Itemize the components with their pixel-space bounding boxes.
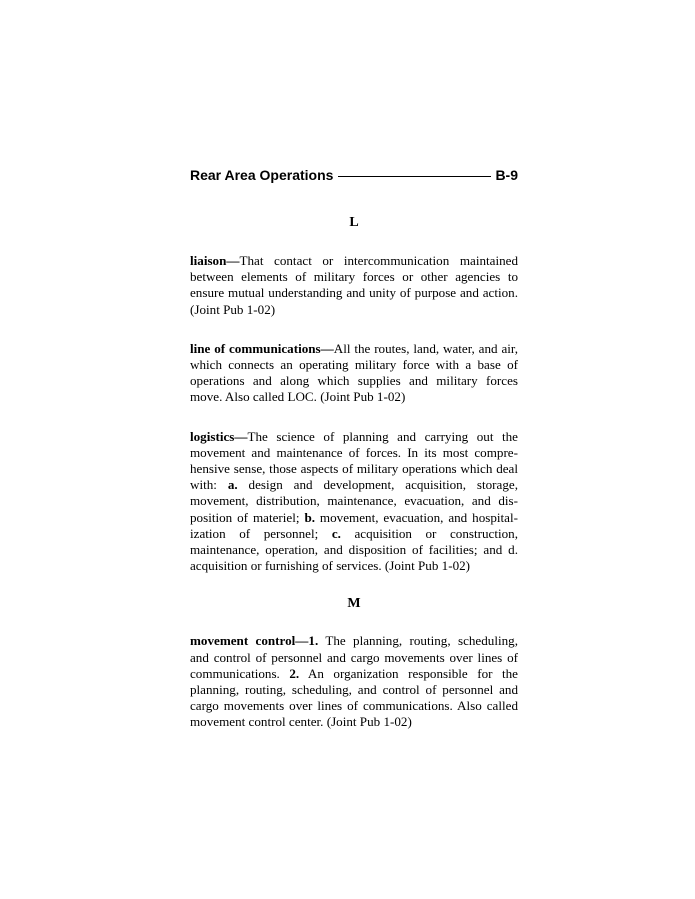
entry-term: line of communications— [190,340,334,356]
entry-line-of-communications [190,341,518,406]
item-marker-b: b. [304,509,315,525]
header-title: Rear Area Operations [190,167,334,183]
entry-definition: The science of planning and carrying out the movement and maintenance of forces. In its most comprehensive sense, those aspects of military operations which deal with: [190,428,518,493]
section-letter-l: L [349,215,359,230]
entry-term: logistics— [190,428,248,444]
section-letter-m: M [347,596,361,612]
entry-definition: An organization responsible for the planning, routing, scheduling, and control of personnel and cargo movements over lines of communications. Also called movement control center. (Joint Pub 1-02) [190,665,518,730]
item-marker-c: c. [331,525,341,541]
entry-definition: All the routes, land, water, and air, which connects an operating military force with a base of operations and along which supplies and military forces move. Also called LOC. (Joint Pub 1-02) [190,340,519,405]
entry-definition: That contact or intercommunication maintained between elements of military forces or other agencies to ensure mutual understanding and unity of purpose and action. (Joint Pub 1-02) [190,253,518,317]
running-header [190,165,518,185]
item-marker-a: a. [227,477,238,493]
entry-definition: The planning, routing, scheduling, and control of personnel and cargo movements over lines of communications. [190,633,518,681]
entry-definition: design and development, acquisition, storage, movement, distribution, maintenance, evacuation, and disposition of materiel; [190,477,518,525]
entry-definition: movement, evacuation, and hospitalization of personnel; [190,509,518,541]
header-page-number: B-9 [495,167,518,183]
header-rule [338,176,491,177]
entry-term: movement control— [190,633,309,649]
entry-logistics [190,429,518,575]
entry-movement-control [190,633,518,730]
entry-term: liaison— [190,253,240,268]
entry-definition: acquisition or construction, maintenance, operation, and disposition of facilities; and d. acquisition or furnishing of services. (Joint Pub 1-02) [190,525,518,574]
entry-liaison [190,253,518,318]
document-page [190,165,518,731]
item-marker-1: 1. [308,633,319,649]
item-marker-2: 2. [289,665,300,681]
